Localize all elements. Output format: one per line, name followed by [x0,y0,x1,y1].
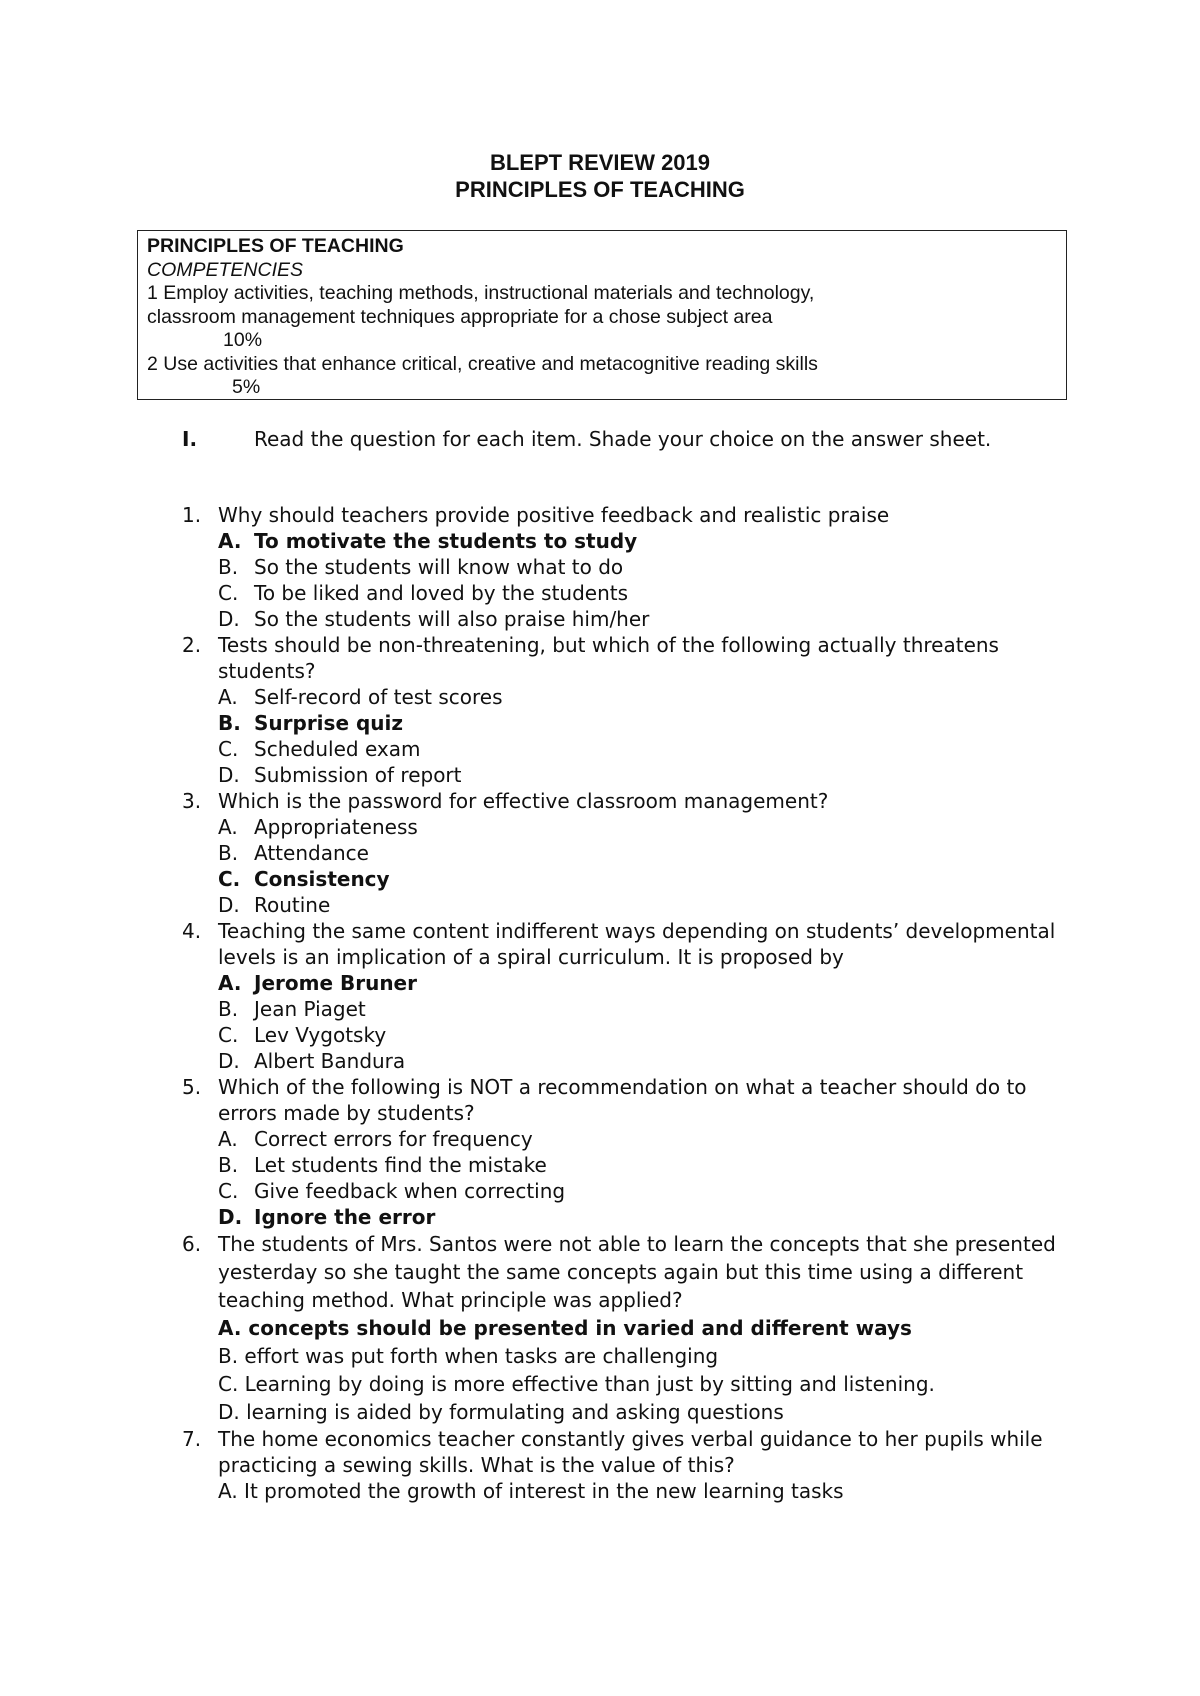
instruction-text: Read the question for each item. Shade your choice on the answer sheet. [254,427,992,451]
option-letter: C. [218,1179,239,1203]
option-text: Surprise quiz [254,711,404,735]
option-d [218,1048,1062,1074]
question-text: The home economics teacher constantly gives verbal guidance to her pupils while practicing a sewing skills. What is the value of this? [218,1427,1043,1477]
option-c [218,580,1062,606]
option-d: D. learning is aided by formulating and asking questions [218,1400,784,1424]
competency-2-percent: 5% [232,376,261,398]
option-text: So the students will also praise him/her [254,607,650,631]
option-d [218,762,1062,788]
question-number: 5. [182,1075,202,1099]
question-6 [182,1230,1062,1314]
instruction-roman-numeral: I. [182,427,198,451]
option-text: Routine [254,893,331,917]
option-letter: A. [218,685,238,709]
option-text: Let students find the mistake [254,1153,547,1177]
competency-2-line-1: 2 Use activities that enhance critical, creative and metacognitive reading skills [147,352,818,375]
option-text: Give feedback when correcting [254,1179,566,1203]
option-letter: A. [218,529,242,553]
option-c [218,736,1062,762]
option-d [218,606,1062,632]
option-text: Attendance [254,841,369,865]
question-number: 4. [182,919,202,943]
option-b [218,710,1062,736]
option-text: Appropriateness [254,815,418,839]
option-c: C. Learning by doing is more effective than just by sitting and listening. [218,1372,935,1396]
option-letter: A. [218,1127,238,1151]
option-c [218,866,1062,892]
option-d [218,1204,1062,1230]
question-1-options [182,528,1062,632]
question-text: Why should teachers provide positive feedback and realistic praise [218,503,890,527]
question-2-options [182,684,1062,788]
question-text: Tests should be non-threatening, but which of the following actually threatens students? [218,633,999,683]
option-letter: D. [218,893,240,917]
option-text: Consistency [254,867,390,891]
question-number: 1. [182,503,202,527]
option-text: Jerome Bruner [254,971,417,995]
option-a: A. concepts should be presented in varied and different ways [218,1316,912,1340]
question-5 [182,1074,1062,1126]
option-a [218,970,1062,996]
competencies-box [137,230,1067,400]
question-text: Teaching the same content indifferent ways depending on students’ developmental levels is an implication of a spiral curriculum. It is proposed by [218,919,1056,969]
question-3 [182,788,1062,814]
option-text: Lev Vygotsky [254,1023,387,1047]
option-a [218,1126,1062,1152]
option-letter: B. [218,997,239,1021]
option-text: So the students will know what to do [254,555,624,579]
question-7 [182,1426,1062,1478]
option-letter: B. [218,1153,239,1177]
option-b [218,554,1062,580]
option-a: A. It promoted the growth of interest in the new learning tasks [218,1479,844,1503]
question-1 [182,502,1062,528]
question-5-options [182,1126,1062,1230]
option-letter: C. [218,867,241,891]
question-6-block [182,1230,1062,1426]
document-subtitle: PRINCIPLES OF TEACHING [455,177,745,202]
question-3-options [182,814,1062,918]
option-letter: D. [218,607,240,631]
option-a [218,814,1062,840]
option-text: To be liked and loved by the students [254,581,629,605]
competency-1-line-2: classroom management techniques appropriate for a chose subject area [147,305,773,328]
option-letter: B. [218,841,239,865]
competency-1-percent: 10% [223,329,263,351]
question-text: Which of the following is NOT a recommendation on what a teacher should do to errors made by students? [218,1075,1027,1125]
option-text: Submission of report [254,763,462,787]
option-a [218,684,1062,710]
option-text: To motivate the students to study [254,529,638,553]
option-letter: C. [218,581,239,605]
option-text: Scheduled exam [254,737,421,761]
question-number: 3. [182,789,202,813]
option-letter: D. [218,763,240,787]
question-number: 7. [182,1427,202,1451]
option-d [218,892,1062,918]
option-text: Jean Piaget [254,997,366,1021]
question-text: Which is the password for effective classroom management? [218,789,829,813]
option-b [218,996,1062,1022]
question-number: 2. [182,633,202,657]
option-letter: D. [218,1049,240,1073]
option-c [218,1022,1062,1048]
option-b [218,1152,1062,1178]
option-letter: C. [218,1023,239,1047]
instruction [182,426,1042,452]
option-letter: B. [218,555,239,579]
option-letter: A. [218,815,238,839]
competencies-heading: PRINCIPLES OF TEACHING [147,235,404,257]
option-text: Ignore the error [254,1205,436,1229]
question-text: The students of Mrs. Santos were not able to learn the concepts that she presented yesterday so she taught the same concepts again but this time using a different teaching method. What principle was applied? [218,1232,1056,1312]
question-4 [182,918,1062,970]
document-title: BLEPT REVIEW 2019 [489,150,711,175]
option-c [218,1178,1062,1204]
option-a [218,528,1062,554]
option-text: Correct errors for frequency [254,1127,533,1151]
question-7-options [182,1478,1062,1504]
question-2 [182,632,1062,684]
option-text: Albert Bandura [254,1049,406,1073]
question-6-options [182,1314,1062,1426]
competencies-subheading: COMPETENCIES [147,258,304,281]
option-letter: B. [218,711,241,735]
question-list [182,502,1062,1504]
option-letter: A. [218,971,242,995]
competency-1-line-1: 1 Employ activities, teaching methods, instructional materials and technology, [147,282,815,304]
option-letter: D. [218,1205,243,1229]
option-b: B. effort was put forth when tasks are challenging [218,1344,719,1368]
option-text: Self-record of test scores [254,685,503,709]
option-b [218,840,1062,866]
question-number: 6. [182,1232,202,1256]
option-letter: C. [218,737,239,761]
question-4-options [182,970,1062,1074]
